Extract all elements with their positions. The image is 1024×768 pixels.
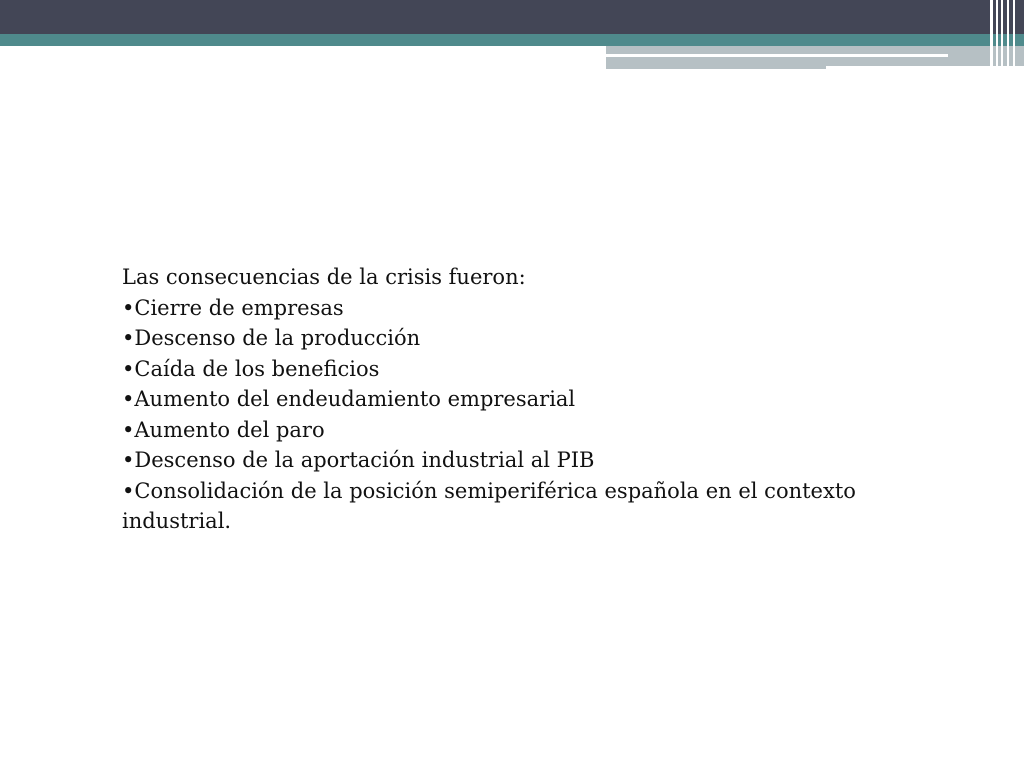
header-white-line xyxy=(606,54,948,57)
bullet-item: •Consolidación de la posición semiperiférica española en el contexto industrial. xyxy=(122,478,856,533)
bullet-item: •Aumento del paro xyxy=(122,417,325,442)
bullet-item: •Descenso de la producción xyxy=(122,326,421,350)
header-teal-band xyxy=(0,34,1024,46)
slide-intro: Las consecuencias de la crisis fueron: xyxy=(122,265,526,289)
header-vertical-stripes xyxy=(990,0,1024,68)
header-dark-band xyxy=(0,0,1024,34)
bullet-item: •Aumento del endeudamiento empresarial xyxy=(122,387,576,411)
bullet-item: •Caída de los beneficios xyxy=(122,356,380,381)
header-white-strip xyxy=(0,46,606,50)
header-gray-underline xyxy=(606,66,826,69)
slide-body xyxy=(122,262,912,537)
bullet-item: •Cierre de empresas xyxy=(122,295,344,320)
bullet-item: •Descenso de la aportación industrial al PIB xyxy=(122,448,595,472)
